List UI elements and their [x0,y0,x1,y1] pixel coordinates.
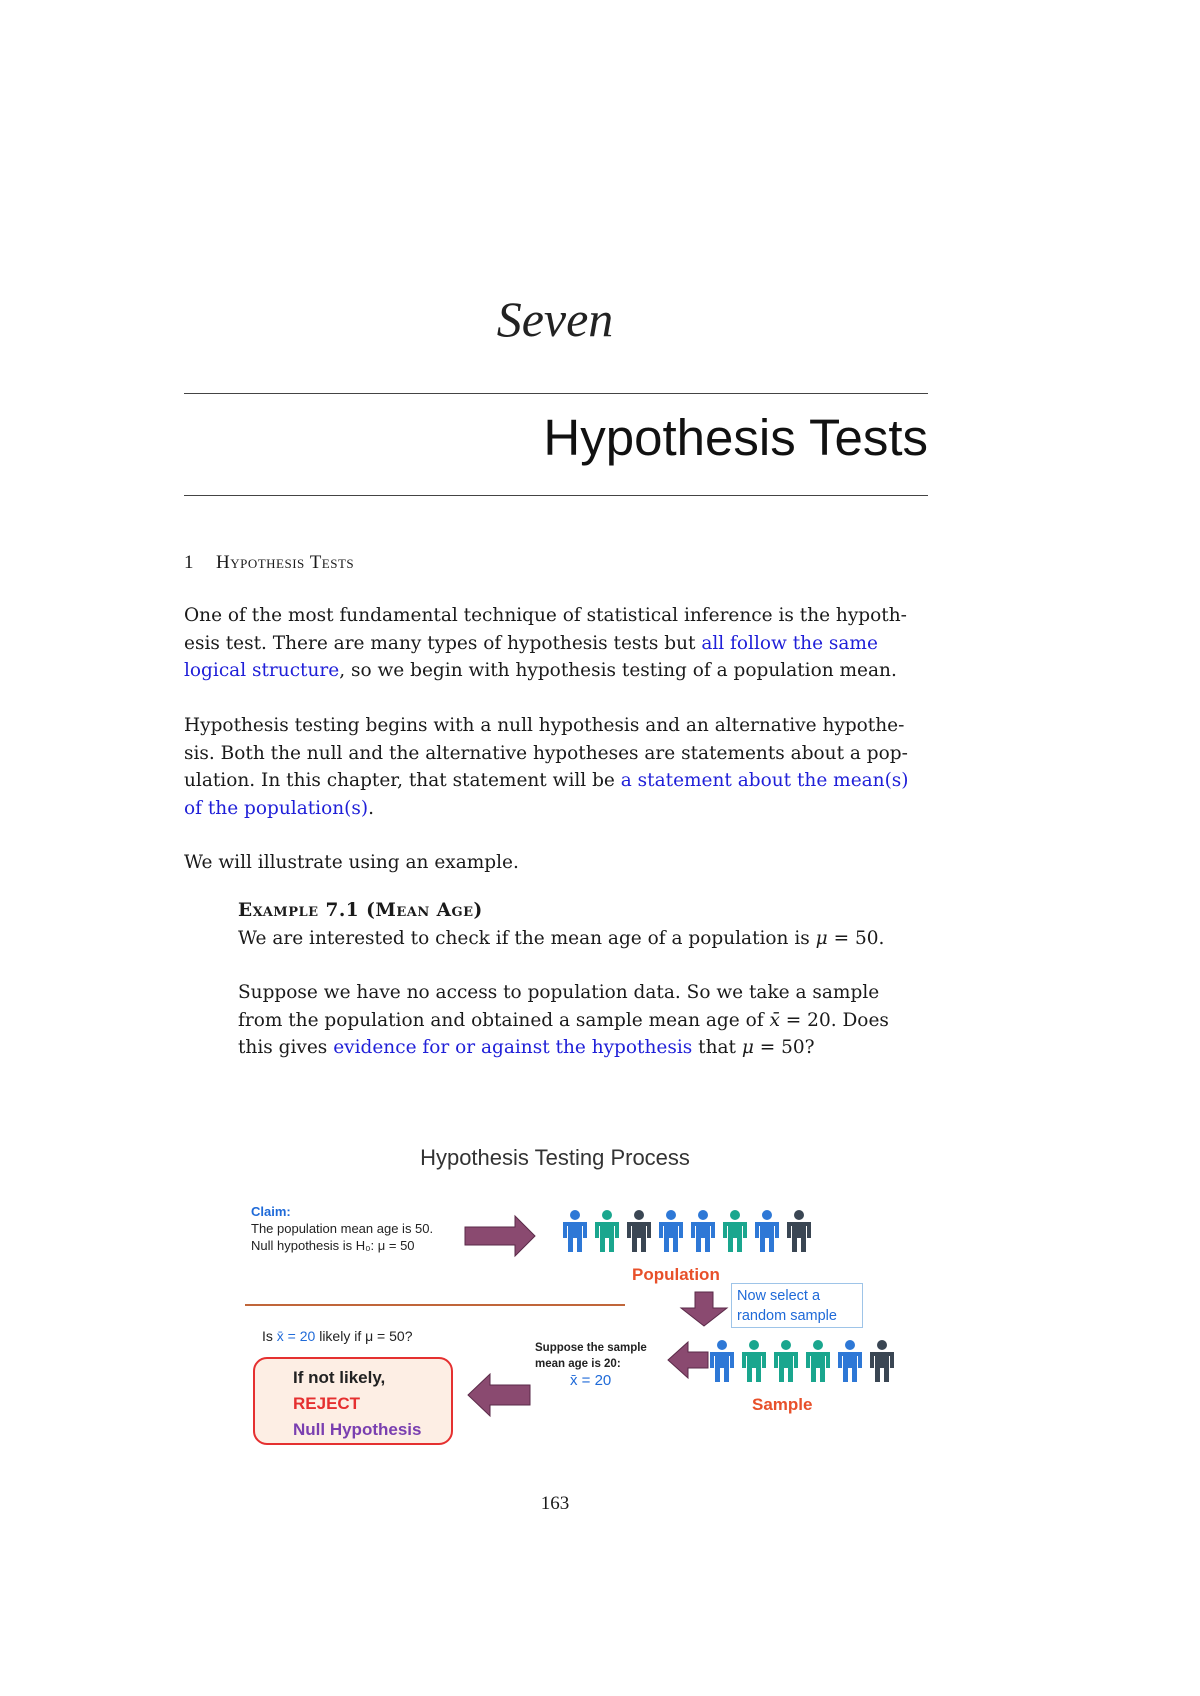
suppose-line-2: mean age is 20: [535,1358,621,1370]
example-text: = 20. Does [779,1009,889,1031]
sample-label: Sample [752,1395,813,1414]
is-likely-question [262,1328,412,1344]
person-icon [787,1210,811,1252]
math-xbar: x̄ [769,1009,780,1031]
example-text: this gives [238,1037,334,1058]
person-icon [742,1340,766,1382]
p1-highlight: all follow the same [701,632,878,654]
page-number: 163 [540,1493,570,1514]
claim-line-2: Null hypothesis is H₀: μ = 50 [251,1238,415,1253]
arrow-to-reject [468,1374,530,1416]
p1-text: esis test. There are many types of hypothesis tests but [184,632,702,654]
p1-line-1: One of the most fundamental technique of statistical inference is the hypoth- [184,605,907,626]
select-sample-box [731,1283,863,1328]
arrow-claim-to-population [465,1216,535,1256]
p2-line-1: Hypothesis testing begins with a null hypothesis and an alternative hypothe- [184,715,905,736]
p2-text: . [368,797,374,819]
claim-label: Claim: [251,1204,291,1219]
math-mu: μ [741,1037,754,1058]
example-text: = 50? [753,1037,815,1058]
math-mu: μ [815,927,828,949]
reject-box [253,1357,453,1445]
chapter-title: Hypothesis Tests [543,409,928,466]
p2-highlight: a statement about the mean(s) [620,770,909,791]
person-icon [870,1340,894,1382]
section-number: 1 [184,552,194,573]
example-text: from the population and obtained a sample mean age of [238,1009,770,1031]
person-icon [659,1210,683,1252]
chapter-number: Seven [496,291,614,347]
population-label: Population [632,1265,720,1284]
figure-title: Hypothesis Testing Process [420,1145,690,1170]
sample-mean-value: x̄ = 20 [570,1372,612,1389]
reject-line-3: Null Hypothesis [293,1420,422,1439]
p3-line-1: We will illustrate using an example. [184,852,519,873]
is-likely-text: Is [262,1328,277,1344]
suppose-line-1: Suppose the sample [535,1342,647,1354]
person-icon [710,1340,734,1382]
p1-highlight: logical structure [184,660,340,681]
person-icon [755,1210,779,1252]
person-icon [723,1210,747,1252]
example-text: that [692,1037,742,1058]
person-icon [691,1210,715,1252]
example-text: We are interested to check if the mean age of a population is [238,927,816,949]
arrow-population-to-sample [681,1292,727,1326]
person-icon [774,1340,798,1382]
is-likely-xbar: x̄ = 20 [276,1328,316,1344]
reject-line-2: REJECT [293,1394,361,1413]
population-people [563,1210,811,1252]
person-icon [806,1340,830,1382]
arrow-sample-to-suppose [668,1342,708,1378]
divider-line [245,1304,625,1306]
p1-text: , so we begin with hypothesis testing of a population mean. [339,660,897,681]
select-line-1: Now select a [737,1288,821,1304]
sample-people [710,1340,894,1382]
select-line-2: random sample [737,1308,837,1324]
p2-line-2: sis. Both the null and the alternative hypotheses are statements about a pop- [184,742,908,764]
p2-highlight: of the population(s) [184,797,369,819]
reject-line-1: If not likely, [293,1368,386,1387]
suppose-block [535,1340,647,1372]
section-title: Hypothesis Tests [216,552,355,573]
claim-line-1: The population mean age is 50. [251,1221,434,1236]
example-line-2: Suppose we have no access to population data. So we take a sample [238,982,880,1003]
p2-text: ulation. In this chapter, that statement will be [184,770,621,791]
example-title: Example 7.1 (Mean Age) [238,900,483,921]
person-icon [563,1210,587,1252]
person-icon [595,1210,619,1252]
person-icon [627,1210,651,1252]
person-icon [838,1340,862,1382]
example-text: = 50. [827,927,885,949]
example-highlight: evidence for or against the hypothesis [333,1037,693,1058]
is-likely-text: likely if μ = 50? [315,1328,413,1344]
